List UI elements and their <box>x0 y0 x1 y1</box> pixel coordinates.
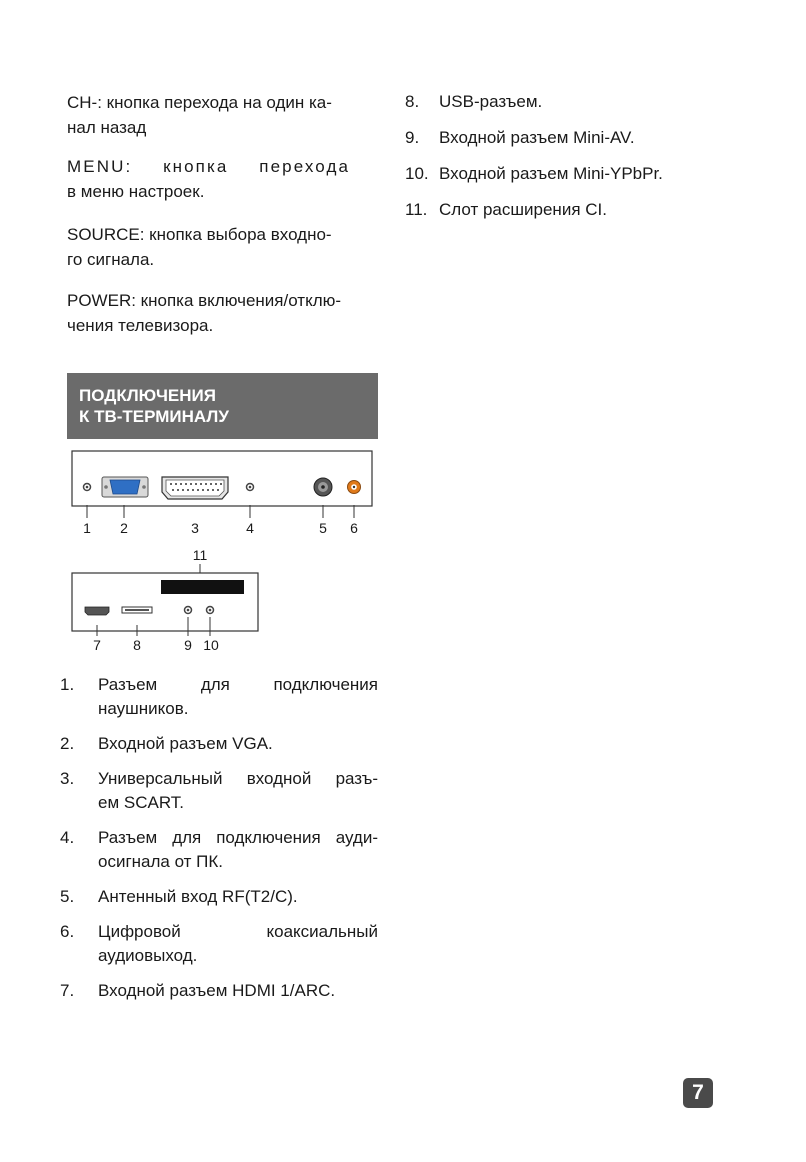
label-11: 11 <box>192 547 208 563</box>
list-item <box>405 162 745 186</box>
list-item-text: наушников. <box>98 699 189 718</box>
list-item-text: Слот расширения CI. <box>439 200 607 219</box>
connectors-list-right <box>405 90 745 234</box>
headphone-jack-center <box>86 486 89 489</box>
label-9: 9 <box>184 637 192 653</box>
mini-av-jack-center <box>187 609 190 612</box>
label-3: 3 <box>191 520 199 536</box>
list-item-number: 8. <box>405 92 420 111</box>
coaxial-port <box>348 481 361 494</box>
list-item-number: 4. <box>60 828 75 847</box>
mini-ypbpr-jack-center <box>209 609 212 612</box>
list-item-text: осигнала от ПК. <box>98 852 224 871</box>
list-item-text: аудиовыход. <box>98 946 198 965</box>
list-item <box>60 732 378 756</box>
source-line-2: го сигнала. <box>67 250 155 269</box>
list-item-text: Разъем для подключения <box>98 675 378 694</box>
section-title-line-1: ПОДКЛЮЧЕНИЯ <box>79 386 216 405</box>
list-item <box>60 885 378 909</box>
power-line-2: чения телевизора. <box>67 316 214 335</box>
source-description <box>67 222 379 272</box>
connectors-diagram <box>60 447 380 659</box>
list-item-text: USB-разъем. <box>439 92 543 111</box>
list-item-number: 11. <box>405 200 428 219</box>
list-item <box>60 826 378 874</box>
list-item-text: Входной разъем Mini-AV. <box>439 128 635 147</box>
list-item <box>60 673 378 721</box>
list-item-number: 7. <box>60 981 75 1000</box>
usb-port-tongue <box>125 609 149 611</box>
list-item-number: 9. <box>405 128 420 147</box>
source-line-1: SOURCE: кнопка выбора входно- <box>67 225 332 244</box>
list-item-number: 1. <box>60 675 75 694</box>
label-7: 7 <box>93 637 101 653</box>
list-item <box>405 198 745 222</box>
list-item-text: Входной разъем Mini-YPbPr. <box>439 164 663 183</box>
label-10: 10 <box>203 637 219 653</box>
list-item-number: 10. <box>405 164 429 183</box>
section-header <box>67 373 378 439</box>
menu-description <box>67 154 379 204</box>
connectors-list-left <box>60 673 378 1014</box>
list-item-number: 5. <box>60 887 75 906</box>
hdmi-port <box>85 607 109 615</box>
list-item-number: 6. <box>60 922 75 941</box>
list-item <box>405 90 745 114</box>
list-item-text: Цифровой коаксиальный <box>98 922 378 941</box>
vga-port <box>102 477 148 497</box>
list-item <box>60 767 378 815</box>
power-line-1: POWER: кнопка включения/отклю- <box>67 291 342 310</box>
list-item-text: Входной разъем HDMI 1/ARC. <box>98 981 336 1000</box>
label-8: 8 <box>133 637 141 653</box>
list-item <box>405 126 745 150</box>
scart-port <box>162 477 228 499</box>
label-1: 1 <box>83 520 91 536</box>
pc-audio-jack-center <box>249 486 252 489</box>
list-item <box>60 920 378 968</box>
menu-line-1: MENU: кнопка перехода <box>67 157 351 176</box>
label-6: 6 <box>350 520 358 536</box>
label-4: 4 <box>246 520 254 536</box>
menu-line-2: в меню настроек. <box>67 182 205 201</box>
list-item-number: 2. <box>60 734 75 753</box>
list-item-text: Разъем для подключения ауди- <box>98 828 378 847</box>
ch-minus-line-2: нал назад <box>67 118 147 137</box>
section-title-line-2: К ТВ-ТЕРМИНАЛУ <box>79 407 229 426</box>
ci-slot <box>161 580 244 594</box>
page-number: 7 <box>683 1078 713 1108</box>
label-5: 5 <box>319 520 327 536</box>
ch-minus-description <box>67 90 379 140</box>
list-item <box>60 979 378 1003</box>
ch-minus-line-1: CH-: кнопка перехода на один ка- <box>67 93 332 112</box>
label-2: 2 <box>120 520 128 536</box>
list-item-text: Универсальный входной разъ- <box>98 769 378 788</box>
power-description <box>67 288 379 338</box>
antenna-port <box>314 478 332 496</box>
list-item-text: Антенный вход RF(T2/C). <box>98 887 298 906</box>
list-item-number: 3. <box>60 769 75 788</box>
list-item-text: Входной разъем VGA. <box>98 734 273 753</box>
list-item-text: ем SCART. <box>98 793 185 812</box>
